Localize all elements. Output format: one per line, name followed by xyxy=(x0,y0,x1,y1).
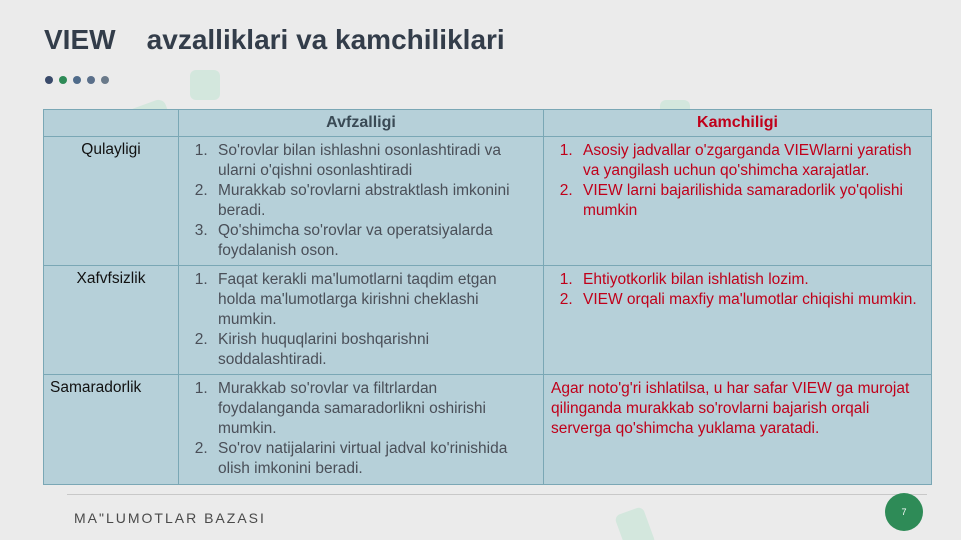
list-item: 2. Kirish huquqlarini boshqarishni soddalashtiradi. xyxy=(212,330,536,370)
header-category xyxy=(44,110,179,137)
table-row-xafvfsizlik xyxy=(44,266,932,375)
header-disadvantages: Kamchiligi xyxy=(544,110,932,137)
comparison-table xyxy=(43,109,932,485)
list-item: 1. So'rovlar bilan ishlashni osonlashtiradi va ularni o'qishni osonlashtiradi xyxy=(212,141,536,181)
footer-divider xyxy=(67,494,927,495)
disadvantages-cell xyxy=(544,137,932,266)
table-row-qulayligi xyxy=(44,137,932,266)
disadvantages-list xyxy=(551,141,924,221)
advantages-list xyxy=(186,141,536,261)
table-header-row xyxy=(44,110,932,137)
dot-1 xyxy=(45,76,53,84)
disadvantages-paragraph: Agar noto'g'ri ishlatilsa, u har safar VIEW ga murojat qilinganda murakkab so'rovlarni bajarish orqali serverga qo'shimcha yuklama yaratadi. xyxy=(551,380,910,437)
list-item: 3. Qo'shimcha so'rovlar va operatsiyalarda foydalanish oson. xyxy=(212,221,536,261)
list-item: 2. VIEW orqali maxfiy ma'lumotlar chiqishi mumkin. xyxy=(577,290,924,310)
row-category: Xafvfsizlik xyxy=(44,266,179,375)
header-advantages: Avfzalligi xyxy=(179,110,544,137)
dot-4 xyxy=(87,76,95,84)
advantages-cell xyxy=(179,266,544,375)
list-item: 2. Murakkab so'rovlarni abstraktlash imkonini beradi. xyxy=(212,181,536,221)
advantages-list xyxy=(186,379,536,479)
table-row-samaradorlik xyxy=(44,375,932,485)
advantages-list xyxy=(186,270,536,370)
list-item: 1. Faqat kerakli ma'lumotlarni taqdim etgan holda ma'lumotlarga kirishni cheklashi mumkin. xyxy=(212,270,536,330)
dot-3 xyxy=(73,76,81,84)
row-category: Qulayligi xyxy=(44,137,179,266)
advantages-cell xyxy=(179,375,544,485)
dot-2 xyxy=(59,76,67,84)
slide-title: VIEW avzalliklari va kamchiliklari xyxy=(44,24,505,55)
disadvantages-cell xyxy=(544,266,932,375)
page-number-badge: 7 xyxy=(885,493,923,531)
disadvantages-cell xyxy=(544,375,932,485)
footer-title: MA"LUMOTLAR BAZASI xyxy=(74,510,266,526)
list-item: 1. Asosiy jadvallar o'zgarganda VIEWlarni yaratish va yangilash uchun qo'shimcha xarajatlar. xyxy=(577,141,924,181)
advantages-cell xyxy=(179,137,544,266)
dot-5 xyxy=(101,76,109,84)
list-item: 2. So'rov natijalarini virtual jadval ko'rinishida olish imkonini beradi. xyxy=(212,439,536,479)
title-dots xyxy=(45,76,109,84)
row-category: Samaradorlik xyxy=(44,375,179,485)
list-item: 1. Ehtiyotkorlik bilan ishlatish lozim. xyxy=(577,270,924,290)
list-item: 2. VIEW larni bajarilishida samaradorlik yo'qolishi mumkin xyxy=(577,181,924,221)
watermark-logo-bottom xyxy=(610,500,700,540)
list-item: 1. Murakkab so'rovlar va filtrlardan foydalanganda samaradorlikni oshirishi mumkin. xyxy=(212,379,536,439)
disadvantages-list xyxy=(551,270,924,310)
